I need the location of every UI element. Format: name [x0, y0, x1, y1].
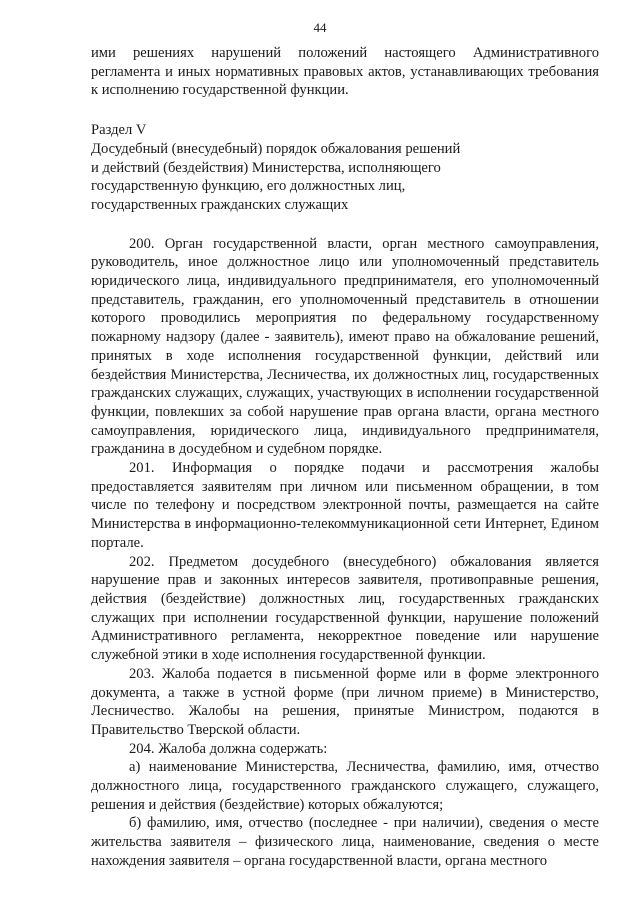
section-heading: Раздел V [91, 122, 147, 139]
section-title [91, 140, 599, 215]
page-number: 44 [313, 20, 327, 35]
paragraph-201: 201. Информация о порядке подачи и рассмотрения жалобы предоставляется заявителям при личном или письменном обращении, в том числе по телефону и посредством электронной почты, размещается на сайте Министерства в информационно-телекоммуникационной сети Интернет, Едином портале. [91, 460, 599, 551]
section-title-line: государственную функцию, его должностных лиц, [91, 178, 406, 195]
paragraph-203: 203. Жалоба подается в письменной форме или в форме электронного документа, а также в устной форме (при личном приеме) в Министерство, Лесничество. Жалобы на решения, принятые Министром, подаются в Правительство Тверской области. [91, 665, 599, 738]
paragraph-200: 200. Орган государственной власти, орган местного самоуправления, руководитель, иное должностное лицо или уполномоченный представитель юридического лица, индивидуального предпринимателя, его уполномоченный представитель, гражданин, его уполномоченный представитель в отношении которого проводились мероприятия по федеральному государственному пожарному надзору (далее - заявитель), имеют право на обжалование решений, принятых в ходе исполнения государственной функции, действий или бездействия Министерства, Лесничества, их должностных лиц, государственных гражданских служащих, служащих, участвующих в исполнении государственной функции, повлекших за собой нарушение прав органа власти, органа местного самоуправления, юридического лица, индивидуального предпринимателя, гражданина в досудебном и судебном порядке. [91, 235, 599, 458]
paragraph-202: 202. Предметом досудебного (внесудебного) обжалования является нарушение прав и законных интересов заявителя, противоправные решения, действия (бездействие) должностных лиц, государственных гражданских служащих при исполнении государственной функции, нарушение положений Административного регламента, некорректное поведение или нарушение служебной этики в ходе исполнения государственной функции. [91, 553, 599, 664]
continuation-paragraph: ими решениях нарушений положений настоящего Административного регламента и иных нормативных правовых актов, устанавливающих требования к исполнению государственной функции. [91, 45, 599, 99]
section-title-line: и действий (бездействия) Министерства, исполняющего [91, 159, 441, 176]
list-item-b: б) фамилию, имя, отчество (последнее - при наличии), сведения о месте жительства заявителя – физического лица, наименование, сведения о месте нахождения заявителя – органа государственной власти, органа местного [91, 815, 599, 869]
list-item-a: а) наименование Министерства, Лесничества, фамилию, имя, отчество должностного лица, государственного гражданского служащего, служащего, решения и действия (бездействие) которых обжалуются; [91, 759, 599, 813]
section-title-line: государственных гражданских служащих [91, 196, 349, 213]
document-body [91, 44, 599, 871]
paragraph-204: 204. Жалоба должна содержать: [129, 740, 328, 757]
section-title-line: Досудебный (внесудебный) порядок обжалования решений [91, 140, 461, 157]
